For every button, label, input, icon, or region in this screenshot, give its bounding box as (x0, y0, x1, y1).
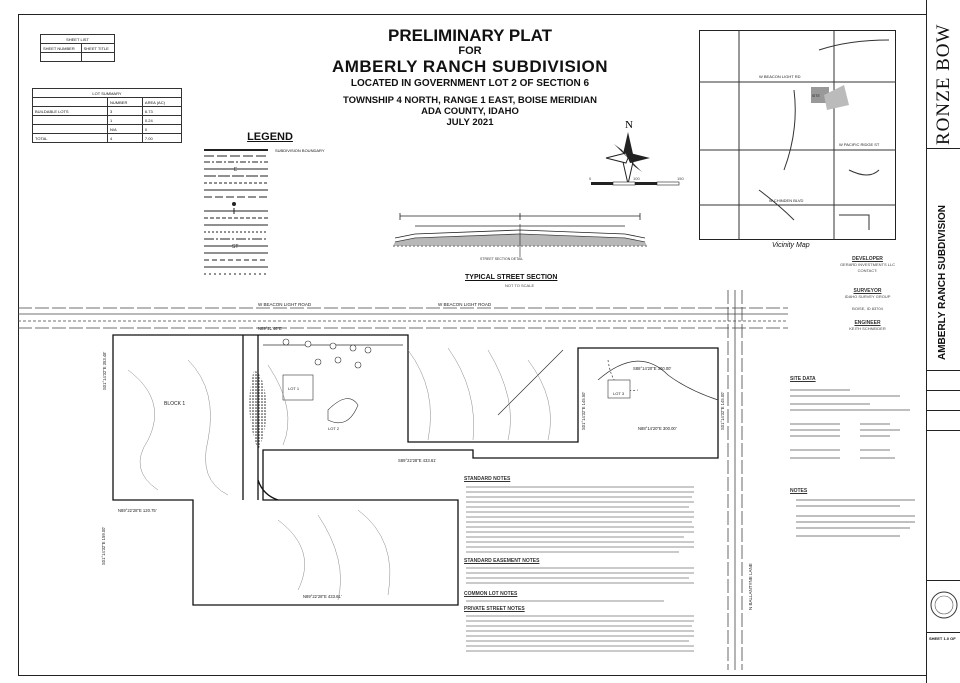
site-data-header: SITE DATA (790, 376, 816, 382)
legend-title: LEGEND (247, 131, 293, 143)
legend-item: SUBDIVISION BOUNDARY (275, 148, 325, 153)
road-label: W BEACON LIGHT ROAD (438, 302, 492, 307)
road-label: W BEACON LIGHT ROAD (258, 302, 312, 307)
street-section-drawing (385, 212, 655, 282)
legend-labels (275, 147, 325, 154)
easement-notes-header: STANDARD EASEMENT NOTES (464, 558, 540, 564)
scale-bar (586, 178, 686, 198)
table-row: 1 0.24 (33, 116, 182, 125)
lot-summary-header: LOT SUMMARY (33, 89, 182, 98)
notes-center (464, 476, 694, 482)
scale-tick: 150 (677, 176, 684, 181)
bearing-label: S88°14'20"E 300.00' (633, 366, 672, 371)
vicinity-title: Vicinity Map (772, 242, 810, 249)
notes-right-block (790, 488, 920, 494)
project-name: AMBERLY RANCH SUBDIVISION (937, 204, 948, 360)
title-line2: FOR (458, 45, 482, 57)
vicinity-map (699, 30, 896, 240)
table-row: N/A 0 (33, 125, 182, 134)
firm-name: RONZE BOW (933, 23, 954, 145)
bearing-label: S01°14'32"E 159.00' (101, 526, 106, 565)
lot-label: LOT 2 (328, 426, 340, 431)
contacts-block: DEVELOPER GERARD INVESTMENTS LLC CONTACT: SURVEYOR IDAHO SURVEY GROUP BOISE, ID 83704 ENGINEER KEITH SCHNEIDER (815, 256, 920, 338)
table-row: BUILDABLE LOTS 3 6.73 (33, 107, 182, 116)
engineer-header: ENGINEER (854, 320, 881, 326)
sheet-list-header: SHEET LIST (41, 35, 115, 44)
site-data-lines (790, 384, 922, 484)
vicinity-road: W BEACON LIGHT RD (759, 74, 801, 79)
standard-notes-header: STANDARD NOTES (464, 476, 511, 482)
block-label: BLOCK 1 (164, 401, 186, 407)
lot-summary-col-number: NUMBER (108, 98, 143, 107)
bearing-label: N89°22'28"E 120.75' (118, 508, 157, 513)
bearing-label: S89°22'28"E 433.61' (398, 458, 437, 463)
title-line4: LOCATED IN GOVERNMENT LOT 2 OF SECTION 6 (350, 78, 590, 89)
sheet-list-col1: SHEET NUMBER (41, 44, 82, 53)
vicinity-road: W CHINDEN BLVD (769, 198, 804, 203)
title-block (926, 0, 960, 683)
svg-text:N: N (625, 119, 633, 131)
lot-label: LOT 3 (613, 391, 625, 396)
bearing-label: S01°14'32"E 353.48' (102, 351, 107, 390)
notes-body-lines (464, 484, 699, 664)
title-line3: AMBERLY RANCH SUBDIVISION (331, 57, 609, 76)
lot-summary-table (32, 88, 182, 143)
table-row: TOTAL 4 7.00 (33, 134, 182, 143)
title-line1: PRELIMINARY PLAT (387, 26, 553, 45)
bearing-label: N89°22'28"E 433.61' (303, 594, 342, 599)
bearing-label: S01°14'32"E 145.50' (581, 391, 586, 430)
private-street-notes-header: PRIVATE STREET NOTES (464, 606, 525, 612)
surveyor-header: SURVEYOR (853, 288, 882, 294)
svg-text:ST: ST (232, 244, 239, 250)
legend-graphic (200, 146, 350, 278)
svg-text:STREET SECTION DETAIL: STREET SECTION DETAIL (480, 257, 524, 261)
svg-text:E: E (234, 167, 238, 173)
road-label: N BALLANTYNE LANE (748, 563, 753, 610)
scale-tick: 100 (633, 176, 640, 181)
vicinity-road: W PACIFIC RIDGE ST (839, 142, 880, 147)
sheet-list-table (40, 34, 115, 62)
notes-right-lines (790, 496, 922, 546)
sheet-number: SHEET 1.0 OF (929, 636, 956, 641)
sheet-list-col2: SHEET TITLE (81, 44, 114, 53)
bearing-label: N89°21'46"E (258, 326, 282, 331)
common-lot-notes-header: COMMON LOT NOTES (464, 591, 518, 597)
title-line7: JULY 2021 (446, 117, 494, 128)
title-line6: ADA COUNTY, IDAHO (421, 106, 519, 117)
seal-icon (929, 585, 959, 625)
vicinity-site: SITE (812, 94, 820, 98)
notes-right-header: NOTES (790, 488, 808, 494)
street-section-title: TYPICAL STREET SECTION (465, 274, 558, 281)
developer-header: DEVELOPER (852, 256, 883, 262)
bearing-label: S01°14'32"E 145.00' (720, 391, 725, 430)
title-line5: TOWNSHIP 4 NORTH, RANGE 1 EAST, BOISE MERIDIAN (342, 95, 598, 106)
lot-summary-col-area: AREA (AC) (142, 98, 181, 107)
street-section-sub: NOT TO SCALE (505, 283, 535, 288)
lot-label: LOT 1 (288, 386, 300, 391)
scale-tick: 0 (589, 176, 592, 181)
bearing-label: N88°14'20"E 300.00' (638, 426, 677, 431)
